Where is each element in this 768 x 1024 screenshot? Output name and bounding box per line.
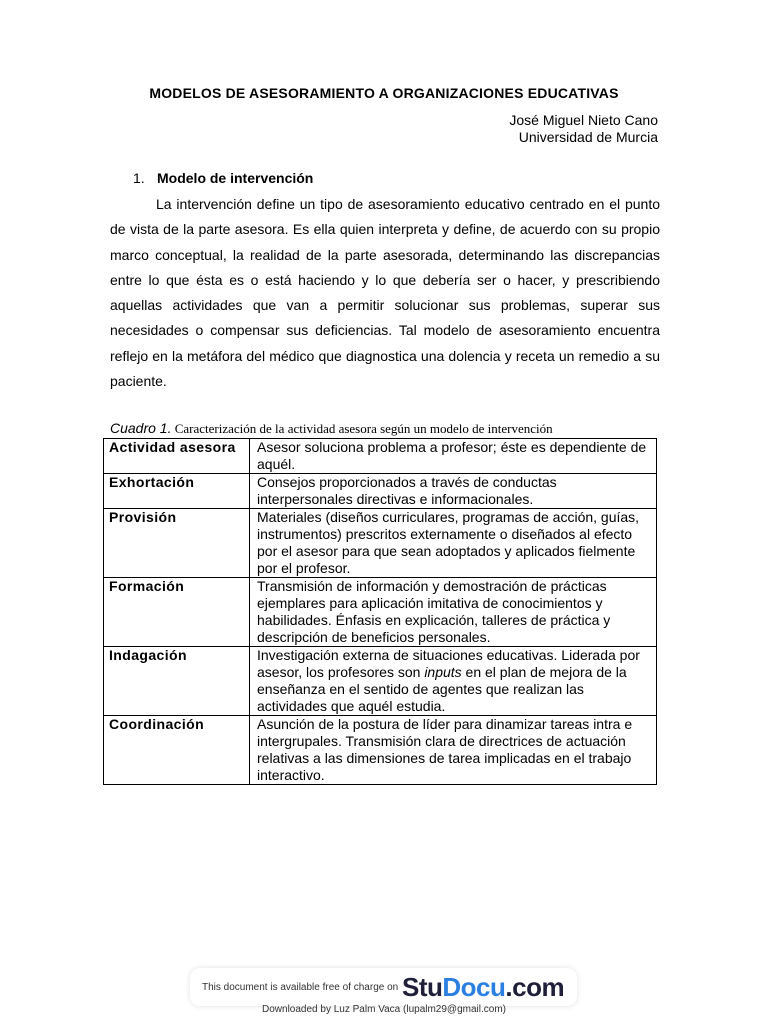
row-value <box>250 509 657 578</box>
free-charge-text: This document is available free of charge on <box>202 982 399 993</box>
row-value <box>250 474 657 509</box>
section-heading <box>133 170 313 186</box>
row-key: Formación <box>104 578 250 647</box>
table-row <box>104 578 657 647</box>
body-paragraph: La intervención define un tipo de asesoramiento educativo centrado en el punto de vista de la parte asesora. Es ella quien interpreta y define, de acuerdo con su propio marco conceptual, la realidad de la parte asesorada, determinando las discrepancias entre lo que ésta es o está haciendo y lo que debería ser o hacer, y prescribiendo aquellas actividades que van a permitir solucionar sus problemas, superar sus necesidades o compensar sus deficiencias. Tal modelo de asesoramiento encuentra reflejo en la metáfora del médico que diagnostica una dolencia y receta un remedio a su paciente. <box>110 196 660 390</box>
row-key: Coordinación <box>104 716 250 785</box>
logo-com: .com <box>505 972 565 1002</box>
value-text: en el plan de mejora de la enseñanza en el sentido de agentes que realizan las actividades que aquél estudia. <box>257 664 627 714</box>
table-row <box>104 716 657 785</box>
row-value <box>250 578 657 647</box>
characterization-table <box>103 438 657 785</box>
logo-stu: Stu <box>402 972 443 1002</box>
value-text: Asunción de la postura de líder para dinamizar tareas intra e intergrupales. Transmisión clara de directrices de actuación relativas a las dimensiones de tarea implicadas en el trabajo interactivo. <box>257 716 633 783</box>
author-block <box>509 112 658 146</box>
caption-text: Caracterización de la actividad asesora según un modelo de intervención <box>171 421 553 436</box>
section-title: Modelo de intervención <box>157 170 314 186</box>
table-caption <box>110 420 553 438</box>
table-body <box>104 439 657 785</box>
row-value <box>250 647 657 716</box>
logo-docu: Docu <box>442 972 506 1002</box>
value-text: Materiales (diseños curriculares, programas de acción, guías, instrumentos) prescritos externamente o diseñados al efecto por el asesor para que sean adoptados y aplicados fielmente por el profesor. <box>257 509 640 576</box>
row-value <box>250 716 657 785</box>
author-affiliation: Universidad de Murcia <box>518 129 658 145</box>
table-row <box>104 647 657 716</box>
row-value <box>250 439 657 474</box>
value-text: Asesor soluciona problema a profesor; éste es dependiente de aquél. <box>257 439 647 472</box>
studocu-logo[interactable] <box>402 972 564 1003</box>
studocu-banner[interactable] <box>190 968 577 1006</box>
value-text: Investigación externa de situaciones educativas. Liderada por asesor, los profesores son <box>257 647 640 680</box>
table-row <box>104 474 657 509</box>
download-notice: Downloaded by Luz Palm Vaca (lupalm29@gmail.com) <box>262 1004 506 1015</box>
value-italic-term: inputs <box>424 664 462 680</box>
value-text: Consejos proporcionados a través de conductas interpersonales directivas e informacionales. <box>257 474 557 507</box>
author-name: José Miguel Nieto Cano <box>509 112 658 128</box>
row-key: Indagación <box>104 647 250 716</box>
value-text: Transmisión de información y demostración de prácticas ejemplares para aplicación imitativa de conocimientos y habilidades. Énfasis en explicación, talleres de práctica y descripción de beneficios personales. <box>257 578 611 645</box>
row-key: Exhortación <box>104 474 250 509</box>
table-row <box>104 439 657 474</box>
row-key: Provisión <box>104 509 250 578</box>
row-key: Actividad asesora <box>104 439 250 474</box>
document-title: MODELOS DE ASESORAMIENTO A ORGANIZACIONES EDUCATIVAS <box>149 85 619 101</box>
section-number: 1. <box>133 170 145 186</box>
table-row <box>104 509 657 578</box>
caption-label: Cuadro 1. <box>110 420 172 436</box>
